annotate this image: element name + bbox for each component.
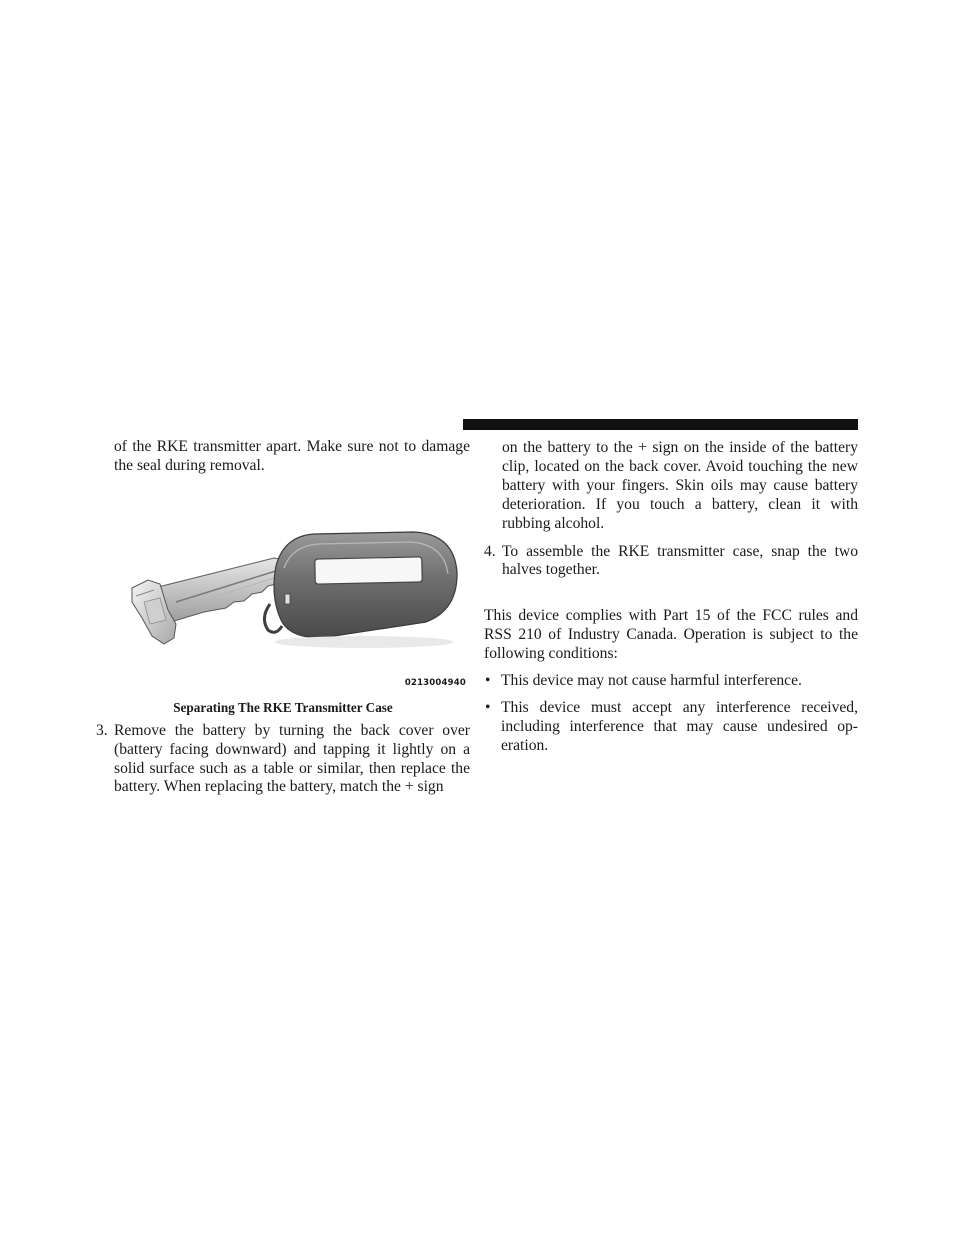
step-4-text: To assemble the RKE transmitter case, snap the two halves together. <box>502 542 858 579</box>
section-rule-bar <box>463 419 858 430</box>
bullet-text: This device may not cause harmful interference. <box>501 672 802 690</box>
fob-shadow <box>274 636 454 648</box>
step-3 <box>96 722 470 798</box>
bullet-dot: • <box>485 672 491 690</box>
figure-code: 0213004940 <box>404 677 466 688</box>
key-fob-illustration <box>114 506 470 696</box>
step-3-text: Remove the battery by turning the back cover over (battery facing downward) and tapping it lightly on a solid surface such as a table or similar, then replace the battery. When replacing the battery, match the + sign <box>114 721 470 796</box>
emergency-key-blade <box>154 558 294 624</box>
continuation-paragraph: of the RKE transmitter apart. Make sure not to damage the seal during removal. <box>114 438 470 474</box>
fob-case <box>264 532 457 637</box>
bullet-dot: • <box>485 698 491 716</box>
right-column <box>484 439 858 756</box>
step-4 <box>484 543 858 581</box>
step-4-number: 4. <box>484 542 496 560</box>
step-3-continuation: on the battery to the + sign on the inside of the battery clip, located on the back cover. Avoid touching the new battery with your fingers. Skin oils may cause battery deterioration. If you touch a battery, clean it with rubbing alcohol. <box>502 439 858 532</box>
bullet-item <box>484 672 858 691</box>
bullet-item <box>484 699 858 756</box>
left-column <box>96 438 470 797</box>
bullet-text: This device must accept any interference received, including interference that may cause undesired op-eration. <box>501 698 858 754</box>
figure-caption: Separating The RKE Transmitter Case <box>173 699 393 715</box>
rke-transmitter-figure <box>114 506 470 696</box>
step-3-number: 3. <box>96 721 108 739</box>
compliance-paragraph: This device complies with Part 15 of the FCC rules and RSS 210 of Industry Canada. Operation is subject to the following conditions: <box>484 607 858 663</box>
